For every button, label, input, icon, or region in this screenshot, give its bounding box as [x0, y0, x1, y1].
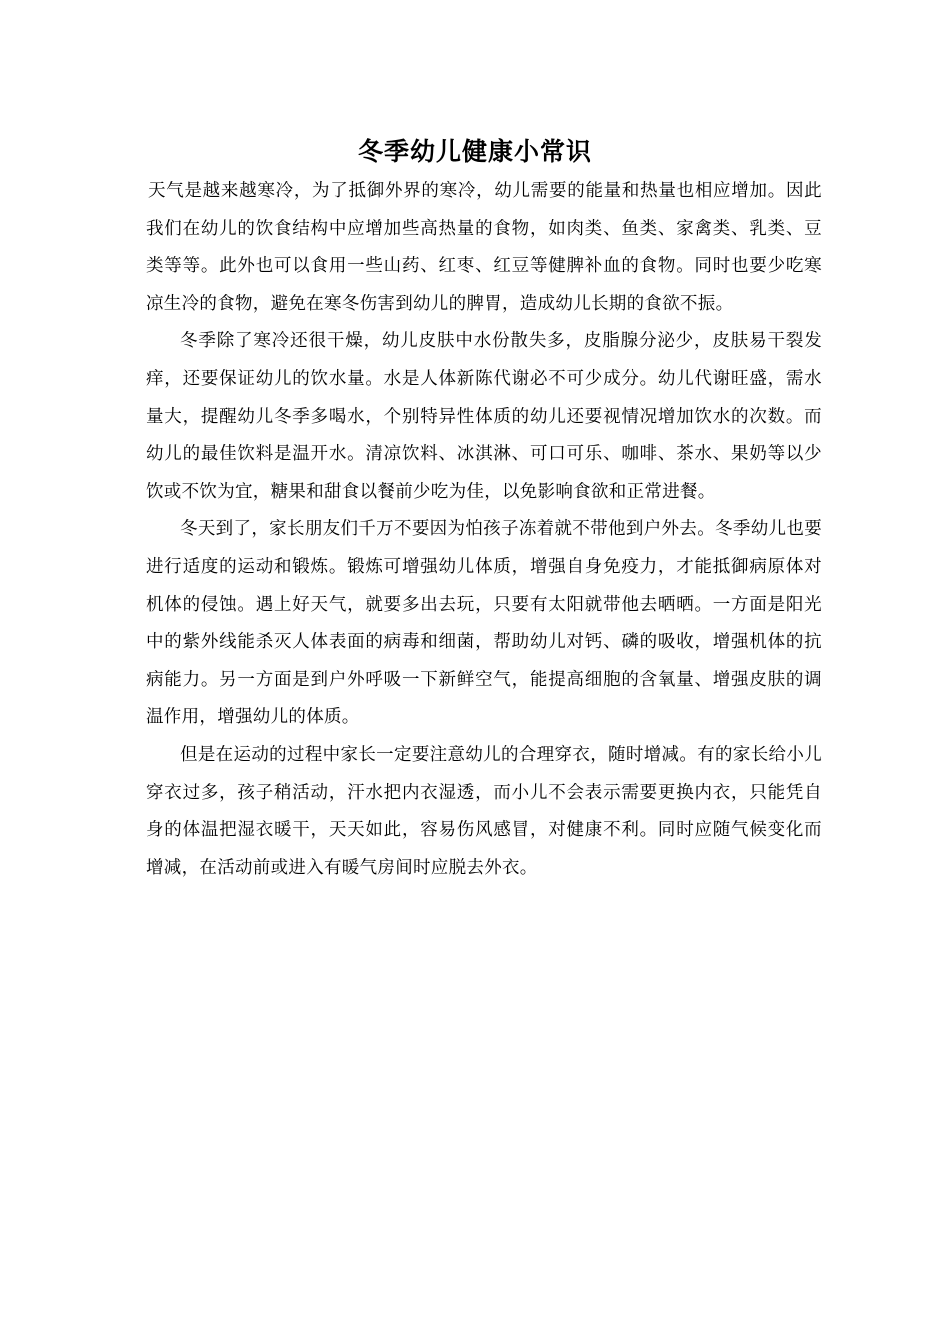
paragraph-outdoor-exercise: 冬天到了，家长朋友们千万不要因为怕孩子冻着就不带他到户外去。冬季幼儿也要进行适度的运动和锻炼。锻炼可增强幼儿体质，增强自身免疫力，才能抵御病原体对机体的侵蚀。遇上好天气，就要多出去玩，只要有太阳就带他去晒晒。一方面是阳光中的紫外线能杀灭人体表面的病毒和细菌，帮助幼儿对钙、磷的吸收，增强机体的抗病能力。另一方面是到户外呼吸一下新鲜空气，能提高细胞的含氧量、增强皮肤的调温作用，增强幼儿的体质。	[146, 519, 822, 728]
paragraph-diet: 天气是越来越寒冷，为了抵御外界的寒冷，幼儿需要的能量和热量也相应增加。因此我们在幼儿的饮食结构中应增加些高热量的食物，如肉类、鱼类、家禽类、乳类、豆类等等。此外也可以食用一些山药、红枣、红豆等健脾补血的食物。同时也要少吃寒凉生冷的食物，避免在寒冬伤害到幼儿的脾胃，造成幼儿长期的食欲不振。	[146, 181, 822, 314]
document-title: 冬季幼儿健康小常识	[357, 137, 592, 166]
paragraph-hydration: 冬季除了寒冷还很干燥，幼儿皮肤中水份散失多，皮脂腺分泌少，皮肤易干裂发痒，还要保证幼儿的饮水量。水是人体新陈代谢必不可少成分。幼儿代谢旺盛，需水量大，提醒幼儿冬季多喝水，个别特异性体质的幼儿还要视情况增加饮水的次数。而幼儿的最佳饮料是温开水。清凉饮料、冰淇淋、可口可乐、咖啡、茶水、果奶等以少饮或不饮为宜，糖果和甜食以餐前少吃为佳，以免影响食欲和正常进餐。	[146, 331, 822, 502]
document-body	[146, 173, 822, 887]
paragraph-clothing: 但是在运动的过程中家长一定要注意幼儿的合理穿衣，随时增减。有的家长给小儿穿衣过多，孩子稍活动，汗水把内衣湿透，而小儿不会表示需要更换内衣，只能凭自身的体温把湿衣暖干，天天如此，容易伤风感冒，对健康不利。同时应随气候变化而增减，在活动前或进入有暖气房间时应脱去外衣。	[146, 744, 822, 878]
